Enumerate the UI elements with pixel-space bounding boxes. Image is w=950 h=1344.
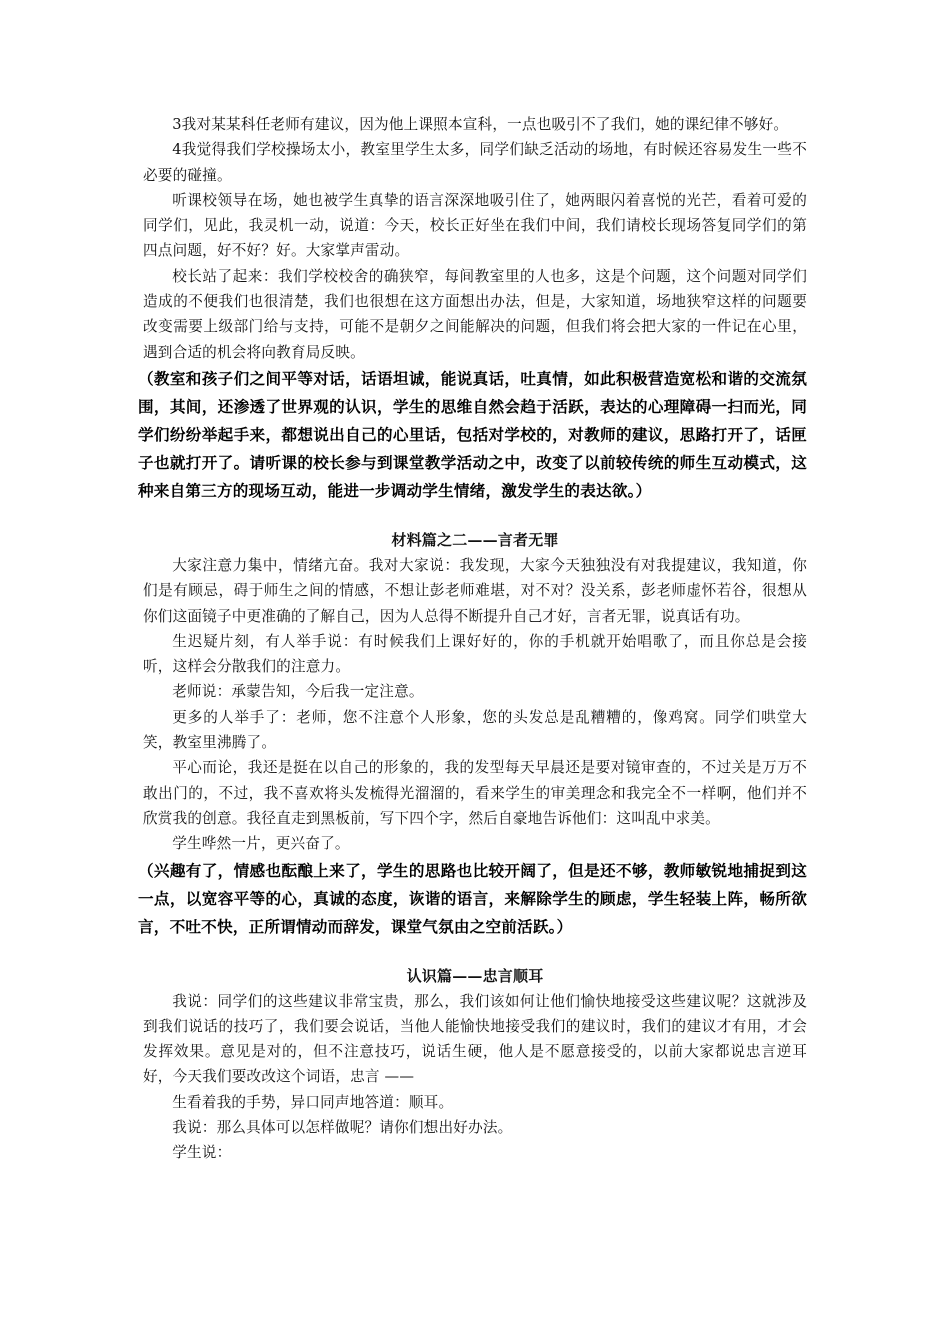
commentary-note: （教室和孩子们之间平等对话，话语坦诚，能说真话，吐真情，如此积极营造宽松和谐的交流氛围，其间，还渗透了世界观的认识，学生的思维自然会趋于活跃，表达的心理障碍一扫而光，同学们纷纷举起手来，都想说出自己的心里话，包括对学校的，对教师的建议，思路打开了，话匣子也就打开了。请听课的校长参与到课堂教学活动之中，改变了以前较传统的师生互动模式，这种来自第三方的现场互动，能进一步调动学生情绪，激发学生的表达欲。） <box>138 368 807 500</box>
paragraph: 3我对某某科任老师有建议，因为他上课照本宣科，一点也吸引不了我们，她的课纪律不够好。 <box>172 116 789 133</box>
paragraph: 大家注意力集中，情绪亢奋。我对大家说：我发现，大家今天独独没有对我提建议，我知道，你们是有顾忌，碍于师生之间的情感，不想让彭老师难堪，对不对？没关系，彭老师虚怀若谷，很想从你们这面镜子中更准确的了解自己，因为人总得不断提升自己才好，言者无罪，说真话有功。 <box>143 556 807 625</box>
paragraph: 学生哗然一片，更兴奋了。 <box>172 835 350 853</box>
paragraph: 听课校领导在场，她也被学生真挚的语言深深地吸引住了，她两眼闪着喜悦的光芒，看着可爱的同学们，见此，我灵机一动，说道：今天，校长正好坐在我们中间，我们请校长现场答复同学们的第四点问题，好不好？好。大家掌声雷动。 <box>143 191 807 260</box>
section-heading: 认识篇——忠言顺耳 <box>406 966 544 985</box>
paragraph: 生迟疑片刻，有人举手说：有时候我们上课好好的，你的手机就开始唱歌了，而且你总是会接听，这样会分散我们的注意力。 <box>143 632 807 676</box>
paragraph: 我说：那么具体可以怎样做呢？请你们想出好办法。 <box>172 1119 513 1137</box>
paragraph: 校长站了起来：我们学校校舍的确狭窄，每间教室里的人也多，这是个问题，这个问题对同学们造成的不便我们也很清楚，我们也很想在这方面想出办法，但是，大家知道，场地狭窄这样的问题要改变需要上级部门给与支持，可能不是朝夕之间能解决的问题，但我们将会把大家的一件记在心里，遇到合适的机会将向教育局反映。 <box>143 267 807 361</box>
document-page <box>138 112 807 1166</box>
paragraph: 平心而论，我还是挺在以自己的形象的，我的发型每天早晨还是要对镜审查的，不过关是万万不敢出门的，不过，我不喜欢将头发梳得光溜溜的，看来学生的审美理念和我完全不一样啊，他们并不欣赏我的创意。我径直走到黑板前，写下四个字，然后自豪地告诉他们：这叫乱中求美。 <box>143 759 807 827</box>
paragraph: 更多的人举手了：老师，您不注意个人形象，您的头发总是乱糟糟的，像鸡窝。同学们哄堂大笑，教室里沸腾了。 <box>143 708 807 752</box>
section-heading: 材料篇之二——言者无罪 <box>391 530 559 549</box>
paragraph: 4我觉得我们学校操场太小，教室里学生太多，同学们缺乏活动的场地，有时候还容易发生一些不必要的碰撞。 <box>143 141 807 184</box>
paragraph: 老师说：承蒙告知，今后我一定注意。 <box>172 683 424 701</box>
paragraph: 我说：同学们的这些建议非常宝贵，那么，我们该如何让他们愉快地接受这些建议呢？这就涉及到我们说话的技巧了，我们要会说话，当他人能愉快地接受我们的建议时，我们的建议才有用，才会发挥效果。意见是对的，但不注意技巧，说话生硬，他人是不愿意接受的，以前大家都说忠言逆耳好，今天我们要改改这个词语，忠言 —— <box>143 992 807 1086</box>
commentary-note: （兴趣有了，情感也酝酿上来了，学生的思路也比较开阔了，但是还不够，教师敏锐地捕捉到这一点，以宽容平等的心，真诚的态度，诙谐的语言，来解除学生的顾虑，学生轻装上阵，畅所欲言，不吐不快，正所谓情动而辞发，课堂气氛由之空前活跃。） <box>138 860 807 936</box>
paragraph: 学生说： <box>172 1144 232 1162</box>
paragraph: 生看着我的手势，异口同声地答道：顺耳。 <box>172 1093 454 1111</box>
